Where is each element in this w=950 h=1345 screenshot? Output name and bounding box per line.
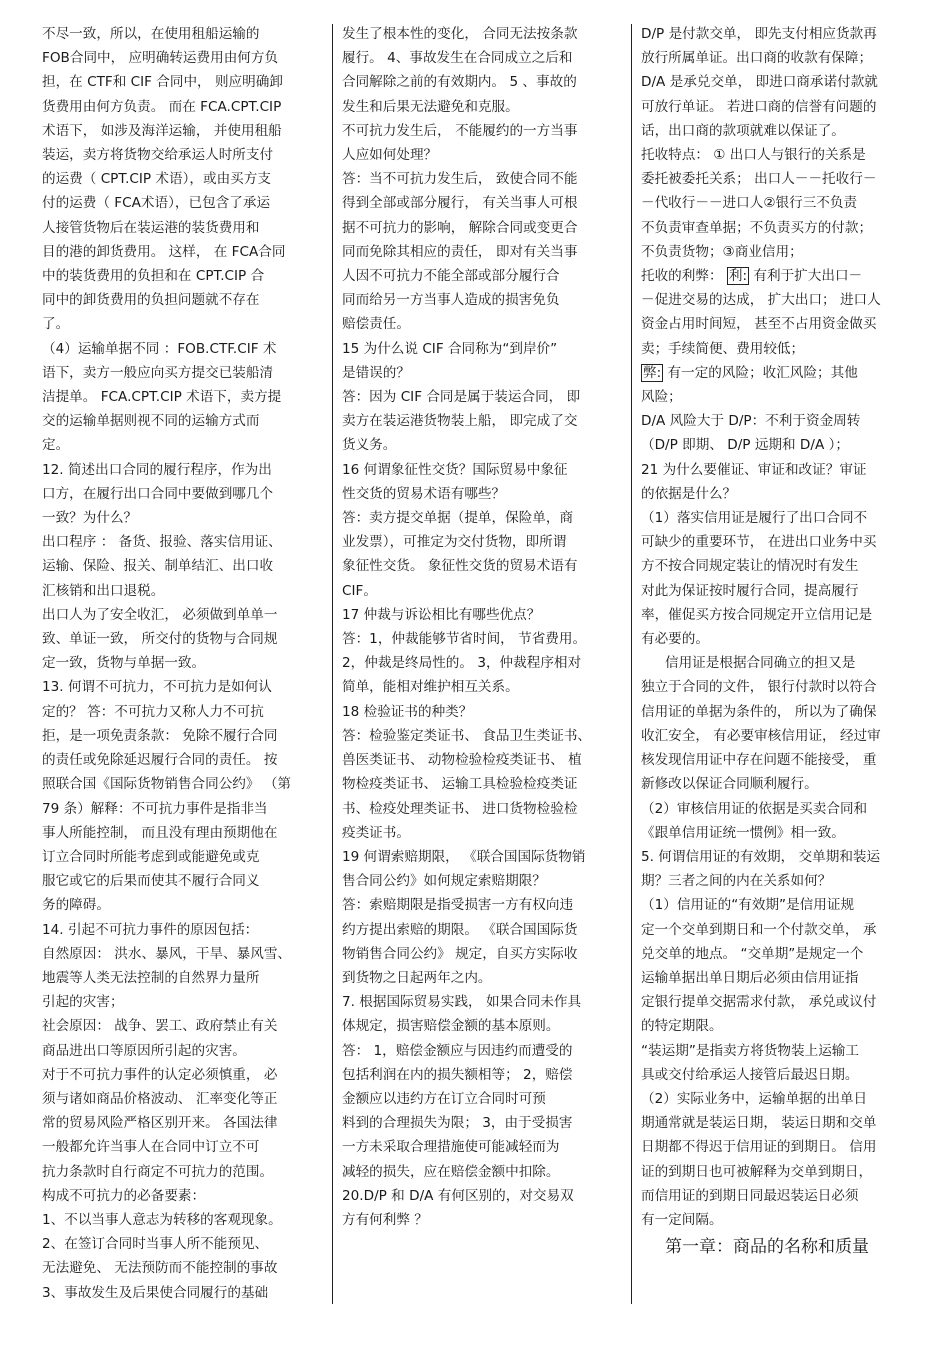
text-line: 不负责货物；③商业信用； xyxy=(641,243,803,260)
text-line: （1）落实信用证是履行了出口合同不 xyxy=(641,510,868,527)
text-line: 付的运费（ FCA术语），已包含了承运 xyxy=(42,195,271,212)
boxed-label: 弊: xyxy=(643,364,662,381)
text-line: 得到全部或部分履行， 有关当事人可根 xyxy=(342,195,578,212)
text-line: 性交货的贸易术语有哪些？ xyxy=(342,485,506,502)
text-line: 售合同公约》如何规定索赔期限？ xyxy=(342,873,546,890)
text-line: 拒，是一项免责条款： 免除不履行合同 xyxy=(42,727,278,744)
text-line: 定的？ 答：不可抗力又称人力不可抗 xyxy=(42,703,264,720)
text-line: 答：1，仲裁能够节省时间， 节省费用。 xyxy=(342,631,587,648)
text-line: 装运，卖方将货物交给承运人时所支付 xyxy=(42,147,274,164)
text-line: 14. 引起不可抗力事件的原因包括： xyxy=(42,921,259,938)
text-line: 术语下， 如涉及海洋运输， 并使用租船 xyxy=(42,122,282,139)
text-line: 料到的合理损失为限； 3，由于受损害 xyxy=(342,1115,573,1132)
text-line: 交的运输单据则视不同的运输方式而 xyxy=(42,413,260,430)
text-line: 同中的卸货费用的负担问题就不存在 xyxy=(42,292,260,309)
text-line: 金额应以违约方在订立合同时可预 xyxy=(342,1090,546,1107)
text-line: 出口人为了安全收汇， 必须做到单单一 xyxy=(42,606,278,623)
text-line: 兑交单的地点。 “交单期”是规定一个 xyxy=(641,945,864,962)
text-line: 服它或它的后果而使其不履行合同义 xyxy=(42,873,260,890)
text-line: 16 何谓象征性交货？国际贸易中象征 xyxy=(342,461,568,478)
text-line: 务的障碍。 xyxy=(42,897,110,914)
text-line: 抗力条款时自行商定不可抗力的范围。 xyxy=(42,1163,274,1180)
text-line: 运输单据出单日期后必须由信用证指 xyxy=(641,969,859,986)
text-line: 兽医类证书、 动物检验检疫类证书、 植 xyxy=(342,752,582,769)
text-line: 话，出口商的款项就难以保证了。 xyxy=(641,122,845,139)
text-line: 方不按合同规定装让的情况时有发生 xyxy=(641,558,859,575)
text-line: 了。 xyxy=(42,316,70,333)
text-line: 新修改以保证合同顺利履行。 xyxy=(641,776,818,793)
text-line: 货费用由何方负责。 而在 FCA.CPT.CIP xyxy=(42,98,282,115)
text-line: 答： 1，赔偿金额应与因违约而遭受的 xyxy=(342,1042,573,1059)
text-line: 答：卖方提交单据（提单，保险单，商 xyxy=(342,510,574,527)
text-line: 不可抗力发生后， 不能履约的一方当事 xyxy=(342,122,578,139)
text-line: （D/P 即期、 D/P 远期和 D/A ）； xyxy=(641,437,849,454)
text-line: （2）实际业务中，运输单据的出单日 xyxy=(641,1090,868,1107)
text-line: 书、检疫处理类证书、 进口货物检验检 xyxy=(342,800,578,817)
text-line: 体规定，损害赔偿金额的基本原则。 xyxy=(342,1018,560,1035)
text-line: 可缺少的重要环节， 在进出口业务中买 xyxy=(641,534,877,551)
text-line: 人接管货物后在装运港的装货费用和 xyxy=(42,219,260,236)
text-line: 有必要的。 xyxy=(641,631,709,648)
text-line: 合同解除之前的有效期内。 5 、事故的 xyxy=(342,74,577,91)
text-line: 发生了根本性的变化， 合同无法按条款 xyxy=(342,26,578,42)
text-line: 信用证的单据为条件的， 所以为了确保 xyxy=(641,703,877,720)
text-line: 的责任或免除延迟履行合同的责任。 按 xyxy=(42,752,278,769)
text-line: 79 条）解释：不可抗力事件是指非当 xyxy=(42,800,268,817)
text-line: “装运期”是指卖方将货物装上运输工 xyxy=(641,1042,859,1059)
chapter-heading: 第一章：商品的名称和质量 xyxy=(665,1237,869,1258)
text-line: D/A 风险大于 D/P：不利于资金周转 xyxy=(641,413,861,430)
text-line: 照联合国《国际货物销售合同公约》 （第 xyxy=(42,776,292,793)
text-line: 17 仲裁与诉讼相比有哪些优点？ xyxy=(342,606,541,623)
text-line: 物销售合同公约》 规定，自买方实际收 xyxy=(342,945,578,962)
text-line: 委托被委托关系； 出口人－－托收行－ xyxy=(641,171,877,188)
text-line: 证的到期日也可被解释为交单到期日， xyxy=(641,1163,873,1180)
text-line: 《跟单信用证统一惯例》相一致。 xyxy=(641,824,845,841)
text-line: 定一致，货物与单据一致。 xyxy=(42,655,206,672)
text-line: 订立合同时所能考虑到或能避免或克 xyxy=(42,848,260,865)
text-line: 自然原因： 洪水、暴风，干旱、暴风雪、 xyxy=(42,945,292,962)
text-line: 18 检验证书的种类？ xyxy=(342,703,473,720)
text-line: 洁提单。 FCA.CPT.CIP 术语下，卖方提 xyxy=(42,389,282,406)
column-divider xyxy=(631,24,632,1304)
text-line: 21 为什么要催证、审证和改证？审证 xyxy=(641,461,867,478)
text-line: 致、单证一致， 所交付的货物与合同规 xyxy=(42,631,278,648)
text-line: 同而给另一方当事人造成的损害免负 xyxy=(342,292,560,309)
text-line: 资金占用时间短， 甚至不占用资金做买 xyxy=(641,316,877,333)
text-line: 收汇安全， 有必要审核信用证， 经过审 xyxy=(641,727,881,744)
text-line: 构成不可抗力的必备要素： xyxy=(42,1187,206,1204)
text-line: 有一定间隔。 xyxy=(641,1211,723,1228)
text-line: 卖方在装运港货物装上船， 即完成了交 xyxy=(342,413,578,430)
column-divider xyxy=(332,24,333,1304)
text-line: 19 何谓索赔期限， 《联合国国际货物销 xyxy=(342,848,586,865)
text-line: 是错误的？ xyxy=(342,364,410,381)
text-line: 定银行提单交据需求付款， 承兑或议付 xyxy=(641,994,877,1011)
text-line: 风险； xyxy=(641,389,682,406)
text-line: 定。 xyxy=(42,437,70,454)
text-line: 运输、保险、报关、制单结汇、出口收 xyxy=(42,558,274,575)
text-line: 汇核销和出口退税。 xyxy=(42,582,165,599)
text-line: 货义务。 xyxy=(342,437,397,454)
text-line: 答：检验鉴定类证书、 食品卫生类证书、 xyxy=(342,727,592,744)
text-line: 人应如何处理？ xyxy=(342,147,438,164)
text-line: 的特定期限。 xyxy=(641,1018,723,1035)
text-line: （1）信用证的“有效期”是信用证规 xyxy=(641,897,855,914)
text-line: 弊: 有一定的风险；收汇风险；其他 xyxy=(643,364,858,381)
text-line: 3、事故发生及后果使合同履行的基础 xyxy=(42,1284,269,1301)
text-line: 20.D/P 和 D/A 有何区别的，对交易双 xyxy=(342,1187,574,1204)
text-line: 定一个交单到期日和一个付款交单， 承 xyxy=(641,921,877,938)
text-line: 同而免除其相应的责任， 即对有关当事 xyxy=(342,243,578,260)
text-line: 出口程序 ： 备货、报验、落实信用证、 xyxy=(42,534,282,551)
text-line: 赔偿责任。 xyxy=(342,316,410,333)
text-line: D/A 是承兑交单， 即进口商承诺付款就 xyxy=(641,74,878,91)
text-line: 2、在签订合同时当事人所不能预见、 xyxy=(42,1236,269,1253)
text-line: 答：当不可抗力发生后， 致使合同不能 xyxy=(342,171,578,188)
text-line: 业发票），可推定为交付货物，即所谓 xyxy=(342,534,567,551)
text-line: 答：索赔期限是指受损害一方有权向违 xyxy=(342,897,574,914)
text-line: 而信用证的到期日同最迟装运日必须 xyxy=(641,1187,859,1204)
text-line: 象征性交货。 象征性交货的贸易术语有 xyxy=(342,558,578,575)
text-line: 须与诸如商品价格波动、 汇率变化等正 xyxy=(42,1090,278,1107)
text-line: 率，催促买方按合同规定开立信用记是 xyxy=(641,606,873,623)
text-line: 地震等人类无法控制的自然界力量所 xyxy=(42,969,260,986)
text-line: 2，仲裁是终局性的。 3，仲裁程序相对 xyxy=(342,655,582,672)
text-line: 卖；手续简便、费用较低； xyxy=(641,340,805,357)
text-line: 不尽一致，所以，在使用租船运输的 xyxy=(42,26,260,42)
text-line: 担，在 CTF和 CIF 合同中， 则应明确卸 xyxy=(42,74,283,91)
text-line: 的依据是什么？ xyxy=(641,485,737,502)
text-line: 的运费（ CPT.CIP 术语），或由买方支 xyxy=(42,171,271,188)
text-line: 具或交付给承运人接管后最迟日期。 xyxy=(641,1066,859,1083)
text-line: 日期都不得迟于信用证的到期日。 信用 xyxy=(641,1139,877,1156)
text-line: －促进交易的达成， 扩大出口； 进口人 xyxy=(641,292,881,309)
text-line: 方有何利弊 ？ xyxy=(342,1211,428,1228)
text-line: 独立于合同的文件， 银行付款时以符合 xyxy=(641,679,877,696)
column-3-lines xyxy=(641,22,923,1232)
text-line: 疫类证书。 xyxy=(342,824,410,841)
text-line: FOB合同中， 应明确转运费用由何方负 xyxy=(42,50,279,67)
text-line: 12. 简述出口合同的履行程序，作为出 xyxy=(42,461,272,478)
text-line: 无法避免、 无法预防而不能控制的事故 xyxy=(42,1260,278,1277)
text-line: 对于不可抗力事件的认定必须慎重， 必 xyxy=(42,1066,278,1083)
text-line: 托收的利弊： 利: 有利于扩大出口－ xyxy=(641,268,863,285)
column-1 xyxy=(42,22,328,1305)
text-line: 答：因为 CIF 合同是属于装运合同， 即 xyxy=(342,389,581,406)
text-line: －代收行－－进口人②银行三不负责 xyxy=(641,195,858,212)
text-line: 物检疫类证书、 运输工具检验检疫类证 xyxy=(342,776,578,793)
text-line: 人因不可抗力不能全部或部分履行合 xyxy=(342,268,560,285)
text-line: 事人所能控制， 而且没有理由预期他在 xyxy=(42,824,278,841)
column-3 xyxy=(641,22,923,1260)
text-line: （2）审核信用证的依据是买卖合同和 xyxy=(641,800,868,817)
text-line: 商品进出口等原因所引起的灾害。 xyxy=(42,1042,246,1059)
text-line: （4）运输单据不同 ：FOB.CTF.CIF 术 xyxy=(42,340,277,357)
text-line: 15 为什么说 CIF 合同称为“到岸价” xyxy=(342,340,558,357)
text-line: 可放行单证。 若进口商的信誉有问题的 xyxy=(641,98,877,115)
text-line: 简单，能相对维护相互关系。 xyxy=(342,679,519,696)
text-line: 约方提出索赔的期限。 《联合国国际货 xyxy=(342,921,578,938)
text-line: CIF。 xyxy=(342,582,377,599)
text-line: 期通常就是装运日期， 装运日期和交单 xyxy=(641,1115,877,1132)
text-line: 对此为保证按时履行合同，提高履行 xyxy=(641,582,859,599)
text-line: 履行。 4、事故发生在合同成立之后和 xyxy=(342,50,573,67)
text-line: 常的贸易风险严格区别开来。 各国法律 xyxy=(42,1115,278,1132)
text-line: 信用证是根据合同确立的担又是 xyxy=(665,655,856,672)
text-line: 一致？为什么？ xyxy=(42,510,138,527)
text-line: 语下，卖方一般应向买方提交已装船清 xyxy=(42,364,274,381)
column-2 xyxy=(342,22,624,1232)
text-line: 包括利润在内的损失额相等； 2，赔偿 xyxy=(342,1066,573,1083)
text-line: 核发现信用证中存在问题不能接受， 重 xyxy=(641,752,877,769)
boxed-label: 利: xyxy=(728,268,748,285)
text-line: 目的港的卸货费用。 这样， 在 FCA合同 xyxy=(42,243,286,260)
text-line: 发生和后果无法避免和克服。 xyxy=(342,98,519,115)
text-line: 13. 何谓不可抗力，不可抗力是如何认 xyxy=(42,679,272,696)
text-line: 中的装货费用的负担和在 CPT.CIP 合 xyxy=(42,268,265,285)
text-line: 托收特点： ① 出口人与银行的关系是 xyxy=(641,147,866,164)
text-line: 放行所属单证。出口商的收款有保障； xyxy=(641,50,873,67)
text-line: 一般都允许当事人在合同中订立不可 xyxy=(42,1139,260,1156)
text-line: 口方，在履行出口合同中要做到哪几个 xyxy=(42,485,274,502)
text-line: 1、不以当事人意志为转移的客观现象。 xyxy=(42,1211,282,1228)
text-line: 7. 根据国际贸易实践， 如果合同未作具 xyxy=(342,994,582,1011)
text-line: 到货物之日起两年之内。 xyxy=(342,969,492,986)
text-line: 5. 何谓信用证的有效期， 交单期和装运 xyxy=(641,848,881,865)
text-line: 一方未采取合理措施使可能减轻而为 xyxy=(342,1139,560,1156)
text-line: 期？三者之间的内在关系如何？ xyxy=(641,873,832,890)
text-line: 引起的灾害； xyxy=(42,994,124,1011)
text-line: 减轻的损失，应在赔偿金额中扣除。 xyxy=(342,1163,560,1180)
text-line: 不负责审查单据；不负责买方的付款； xyxy=(641,219,873,236)
text-line: 据不可抗力的影响， 解除合同或变更合 xyxy=(342,219,578,236)
text-line: 社会原因： 战争、罢工、政府禁止有关 xyxy=(42,1018,278,1035)
text-line: D/P 是付款交单， 即先支付相应货款再 xyxy=(641,26,877,42)
